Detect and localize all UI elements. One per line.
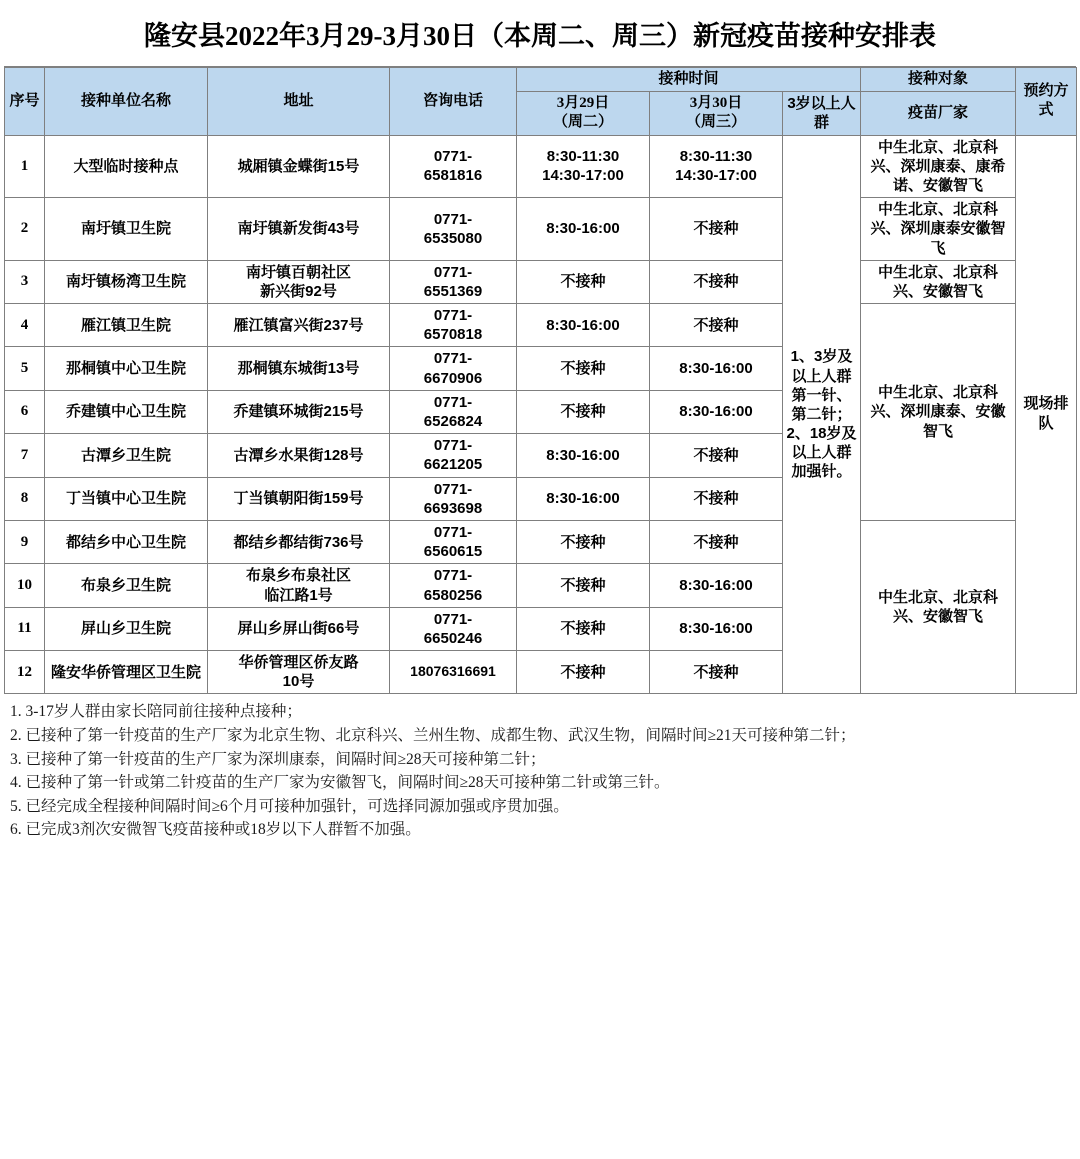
- footnotes: [4, 694, 1076, 841]
- row-time-0329: 不接种: [517, 390, 650, 433]
- table-row: [5, 520, 1077, 563]
- row-phone: 0771- 6526824: [390, 390, 517, 433]
- row-address: 华侨管理区侨友路 10号: [208, 651, 390, 694]
- table-body: [5, 135, 1077, 694]
- footnote-item: 6. 已完成3剂次安微智飞疫苗接种或18岁以下人群暂不加强。: [10, 821, 421, 839]
- row-time-0329: 不接种: [517, 347, 650, 390]
- row-unit-name: 丁当镇中心卫生院: [45, 477, 208, 520]
- header-age-group: 3岁以上人群: [783, 92, 861, 135]
- row-time-0329: 8:30-16:00: [517, 304, 650, 347]
- header-unit: 接种单位名称: [45, 68, 208, 136]
- row-unit-name: 屏山乡卫生院: [45, 607, 208, 650]
- row-time-0330: 不接种: [650, 304, 783, 347]
- row-time-0330: 不接种: [650, 651, 783, 694]
- table-header: [5, 68, 1077, 136]
- row-index: 5: [5, 347, 45, 390]
- row-address: 城厢镇金蝶街15号: [208, 135, 390, 198]
- header-index: 序号: [5, 68, 45, 136]
- row-time-0330: 不接种: [650, 198, 783, 261]
- header-date-0330-day: 3月30日: [689, 95, 743, 112]
- row-index: 1: [5, 135, 45, 198]
- header-date-0330: [650, 92, 783, 135]
- row-phone: 0771- 6693698: [390, 477, 517, 520]
- header-date-0329-day: 3月29日: [556, 95, 610, 112]
- page-title: 隆安县2022年3月29-3月30日（本周二、周三）新冠疫苗接种安排表: [144, 20, 936, 51]
- header-phone: 咨询电话: [390, 68, 517, 136]
- row-phone: 0771- 6551369: [390, 260, 517, 303]
- row-index: 12: [5, 651, 45, 694]
- row-time-0330: 不接种: [650, 520, 783, 563]
- row-phone: 18076316691: [390, 651, 517, 694]
- row-time-0329: 不接种: [517, 260, 650, 303]
- table-row: [5, 135, 1077, 198]
- vaccine-maker-cell: 中生北京、北京科兴、深圳康泰安徽智飞: [861, 198, 1016, 261]
- booking-method-cell: 现场排队: [1016, 135, 1077, 694]
- header-time-group: 接种时间: [517, 68, 861, 92]
- table-row: [5, 304, 1077, 347]
- header-date-0330-weekday: （周三）: [685, 114, 746, 131]
- table-row: [5, 198, 1077, 261]
- header-booking: 预约方式: [1016, 68, 1077, 136]
- vaccine-maker-cell: 中生北京、北京科兴、安徽智飞: [861, 520, 1016, 694]
- row-index: 2: [5, 198, 45, 261]
- document-title-band: [4, 0, 1076, 67]
- row-index: 10: [5, 564, 45, 607]
- header-target-group: 接种对象: [861, 68, 1016, 92]
- table-row: [5, 260, 1077, 303]
- row-phone: 0771- 6570818: [390, 304, 517, 347]
- row-address: 雁江镇富兴街237号: [208, 304, 390, 347]
- row-phone: 0771- 6560615: [390, 520, 517, 563]
- row-time-0329: 8:30-11:30 14:30-17:00: [517, 135, 650, 198]
- row-address: 南圩镇新发街43号: [208, 198, 390, 261]
- header-vaccine-maker: 疫苗厂家: [861, 92, 1016, 135]
- row-time-0329: 不接种: [517, 564, 650, 607]
- row-phone: 0771- 6650246: [390, 607, 517, 650]
- vaccine-maker-cell: 中生北京、北京科兴、深圳康泰、康希诺、安徽智飞: [861, 135, 1016, 198]
- header-row-top: [5, 68, 1077, 92]
- row-address: 丁当镇朝阳街159号: [208, 477, 390, 520]
- header-address: 地址: [208, 68, 390, 136]
- row-unit-name: 布泉乡卫生院: [45, 564, 208, 607]
- row-unit-name: 大型临时接种点: [45, 135, 208, 198]
- row-time-0330: 8:30-16:00: [650, 607, 783, 650]
- row-time-0330: 8:30-16:00: [650, 347, 783, 390]
- footnote-item: 3. 已接种了第一针疫苗的生产厂家为深圳康泰，间隔时间≥28天可接种第二针；: [10, 750, 546, 768]
- row-phone: 0771- 6535080: [390, 198, 517, 261]
- row-time-0329: 不接种: [517, 520, 650, 563]
- footnote-item: 1. 3-17岁人群由家长陪同前往接种点接种；: [10, 703, 302, 721]
- row-address: 乔建镇环城街215号: [208, 390, 390, 433]
- row-phone: 0771- 6580256: [390, 564, 517, 607]
- row-address: 南圩镇百朝社区 新兴街92号: [208, 260, 390, 303]
- row-unit-name: 古潭乡卫生院: [45, 434, 208, 477]
- row-time-0329: 8:30-16:00: [517, 477, 650, 520]
- row-unit-name: 隆安华侨管理区卫生院: [45, 651, 208, 694]
- row-address: 古潭乡水果街128号: [208, 434, 390, 477]
- row-time-0330: 不接种: [650, 434, 783, 477]
- row-time-0330: 8:30-16:00: [650, 390, 783, 433]
- footnote-item: 2. 已接种了第一针疫苗的生产厂家为北京生物、北京科兴、兰州生物、成都生物、武汉生物，间隔时间≥21天可接种第二针；: [10, 726, 856, 744]
- row-address: 布泉乡布泉社区 临江路1号: [208, 564, 390, 607]
- row-time-0330: 8:30-16:00: [650, 564, 783, 607]
- row-index: 9: [5, 520, 45, 563]
- age-group-note: 1、3岁及以上人群第一针、第二针；2、18岁及以上人群加强针。: [783, 135, 861, 694]
- footnote-item: 4. 已接种了第一针或第二针疫苗的生产厂家为安徽智飞，间隔时间≥28天可接种第二针或第三针。: [10, 774, 670, 792]
- row-address: 都结乡都结街736号: [208, 520, 390, 563]
- row-unit-name: 南圩镇杨湾卫生院: [45, 260, 208, 303]
- row-phone: 0771- 6621205: [390, 434, 517, 477]
- row-unit-name: 南圩镇卫生院: [45, 198, 208, 261]
- row-unit-name: 乔建镇中心卫生院: [45, 390, 208, 433]
- row-time-0329: 8:30-16:00: [517, 198, 650, 261]
- row-time-0330: 不接种: [650, 477, 783, 520]
- vaccine-maker-cell: 中生北京、北京科兴、安徽智飞: [861, 260, 1016, 303]
- row-index: 11: [5, 607, 45, 650]
- row-address: 那桐镇东城街13号: [208, 347, 390, 390]
- row-index: 8: [5, 477, 45, 520]
- row-time-0330: 8:30-11:30 14:30-17:00: [650, 135, 783, 198]
- row-unit-name: 都结乡中心卫生院: [45, 520, 208, 563]
- row-index: 6: [5, 390, 45, 433]
- row-phone: 0771- 6581816: [390, 135, 517, 198]
- row-phone: 0771- 6670906: [390, 347, 517, 390]
- row-unit-name: 那桐镇中心卫生院: [45, 347, 208, 390]
- vaccination-schedule-table: [4, 67, 1077, 694]
- row-index: 7: [5, 434, 45, 477]
- footnote-item: 5. 已经完成全程接种间隔时间≥6个月可接种加强针，可选择同源加强或序贯加强。: [10, 797, 569, 815]
- row-time-0329: 不接种: [517, 651, 650, 694]
- row-index: 3: [5, 260, 45, 303]
- row-time-0329: 不接种: [517, 607, 650, 650]
- row-unit-name: 雁江镇卫生院: [45, 304, 208, 347]
- header-date-0329-weekday: （周二）: [552, 114, 613, 131]
- row-time-0330: 不接种: [650, 260, 783, 303]
- row-index: 4: [5, 304, 45, 347]
- vaccine-maker-cell: 中生北京、北京科兴、深圳康泰、安徽智飞: [861, 304, 1016, 521]
- row-address: 屏山乡屏山街66号: [208, 607, 390, 650]
- row-time-0329: 8:30-16:00: [517, 434, 650, 477]
- header-date-0329: [517, 92, 650, 135]
